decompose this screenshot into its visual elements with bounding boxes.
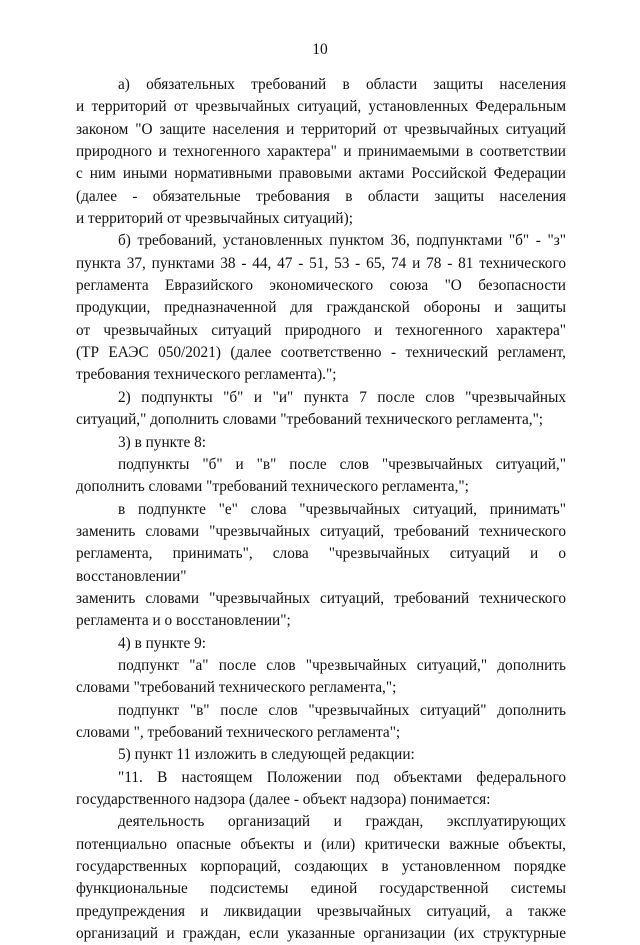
text-line: (далее - обязательные требования в области защиты населения (76, 187, 566, 205)
text-line: 3) в пункте 8: (118, 433, 207, 451)
page-number: 10 (312, 41, 328, 58)
paragraph-c5b (76, 811, 566, 945)
paragraph-c3a (76, 454, 566, 499)
text-line: 5) пункт 11 изложить в следующей редакции: (118, 746, 415, 764)
paragraph-c3 (76, 432, 566, 454)
text-line: (ТР ЕАЭС 050/2021) (далее соответственно - технический регламент, (76, 344, 566, 362)
document-body (76, 74, 566, 945)
text-line: подпункт "а" после слов "чрезвычайных ситуаций," дополнить (118, 656, 566, 674)
text-line: словами ", требований технического регламента"; (76, 723, 401, 741)
text-line: заменить словами "чрезвычайных ситуаций, требований технического (76, 522, 566, 540)
text-line: подпункт "в" после слов "чрезвычайных ситуаций" дополнить (118, 701, 566, 719)
paragraph-b (76, 230, 566, 386)
text-line: от чрезвычайных ситуаций природного и техногенного характера" (76, 321, 566, 339)
text-line: предупреждения и ликвидации чрезвычайных ситуаций, а также (76, 902, 566, 920)
text-line: словами "требований технического регламента,"; (76, 679, 397, 697)
text-line: б) требований, установленных пунктом 36, подпунктами "б" - "з" (118, 232, 566, 250)
text-line: законом "О защите населения и территорий от чрезвычайных ситуаций (76, 120, 566, 138)
text-line: 2) подпункты "б" и "и" пункта 7 после слов "чрезвычайных (118, 388, 566, 406)
text-line: ситуаций," дополнить словами "требований технического регламента,"; (76, 411, 544, 429)
text-line: регламента Евразийского экономического союза "О безопасности (76, 277, 566, 295)
text-line: регламента, принимать", слова "чрезвычайных ситуаций и о восстановлении" (76, 545, 566, 585)
text-line: государственных корпораций, создающих в установленном порядке (76, 858, 566, 876)
text-line: а) обязательных требований в области защиты населения (118, 76, 566, 93)
text-line: пункта 37, пунктами 38 - 44, 47 - 51, 53 - 65, 74 и 78 - 81 технического (76, 254, 566, 272)
text-line: деятельность организаций и граждан, эксплуатирующих (118, 813, 566, 831)
paragraph-c2 (76, 387, 566, 432)
text-line: природного и техногенного характера" и принимаемыми в соответствии (76, 143, 566, 161)
text-line: с ним иными нормативными правовыми актами Российской Федерации (76, 165, 566, 183)
text-line: заменить словами "чрезвычайных ситуаций, требований технического (76, 589, 566, 607)
text-line: организаций и граждан, если указанные организации (их структурные (76, 925, 566, 943)
text-line: продукции, предназначенной для гражданской обороны и защиты (76, 299, 566, 317)
text-line: в подпункте "е" слова "чрезвычайных ситуаций, принимать" (118, 500, 566, 518)
text-line: дополнить словами "требований технического регламента,"; (76, 478, 469, 496)
text-line: и территорий от чрезвычайных ситуаций, установленных Федеральным (76, 98, 566, 116)
text-line: государственного надзора (далее - объект надзора) понимается: (76, 791, 491, 808)
text-line: "11. В настоящем Положении под объектами федерального (118, 768, 566, 786)
paragraph-c4b (76, 700, 566, 745)
paragraph-c3b (76, 499, 566, 633)
paragraph-a (76, 74, 566, 230)
paragraph-c5a (76, 767, 566, 812)
text-line: функциональные подсистемы единой государственной системы (76, 880, 566, 898)
paragraph-c4 (76, 633, 566, 655)
text-line: и территорий от чрезвычайных ситуаций); (76, 210, 353, 228)
paragraph-c5 (76, 744, 566, 766)
text-line: подпункты "б" и "в" после слов "чрезвычайных ситуаций," (118, 455, 566, 473)
paragraph-c4a (76, 655, 566, 700)
text-line: регламента и о восстановлении"; (76, 612, 291, 630)
text-line: потенциально опасные объекты и (или) критически важные объекты, (76, 835, 566, 853)
text-line: требования технического регламента)."; (76, 366, 337, 384)
text-line: 4) в пункте 9: (118, 634, 207, 652)
